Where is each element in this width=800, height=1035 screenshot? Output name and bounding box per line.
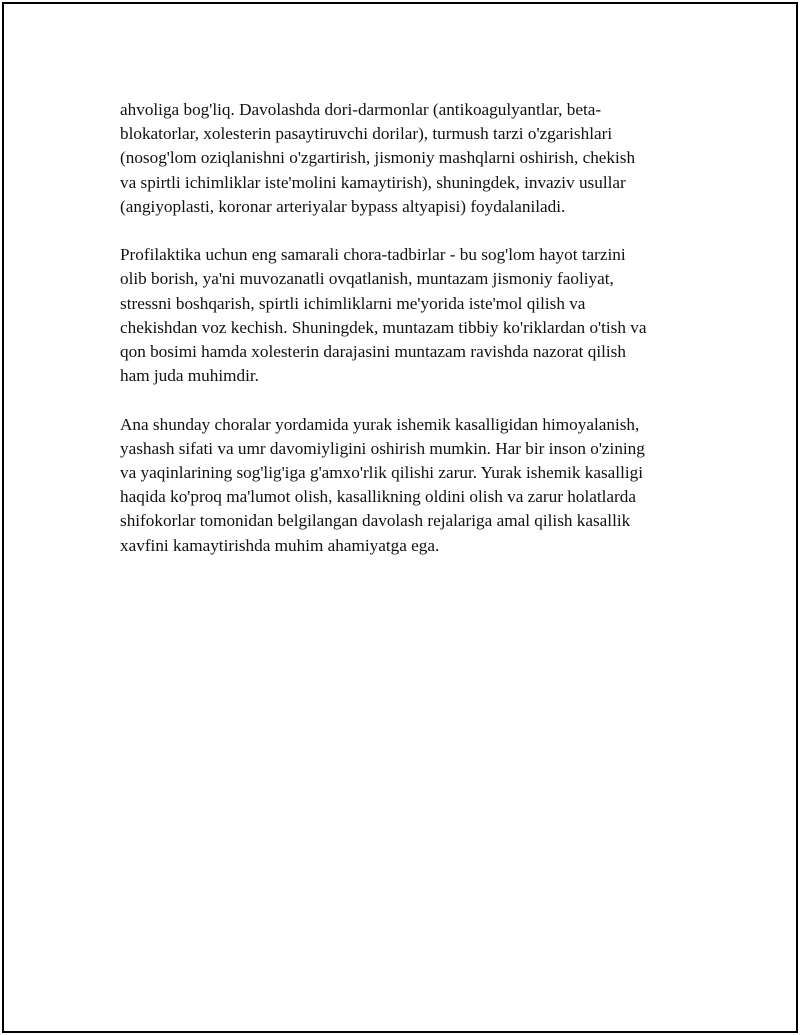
text-line: chekishdan voz kechish. Shuningdek, muntazam tibbiy ko'riklardan o'tish va bbox=[120, 317, 647, 337]
text-line: stressni boshqarish, spirtli ichimliklarni me'yorida iste'mol qilish va bbox=[120, 293, 586, 313]
text-line: blokatorlar, xolesterin pasaytiruvchi dorilar), turmush tarzi o'zgarishlari bbox=[120, 124, 613, 144]
text-line: ahvoliga bog'liq. Davolashda dori-darmonlar (antikoagulyantlar, beta- bbox=[120, 100, 602, 119]
text-line: (angiyoplasti, koronar arteriyalar bypass altyapisi) foydalaniladi. bbox=[120, 196, 566, 216]
text-line: Profilaktika uchun eng samarali chora-tadbirlar - bu sog'lom hayot tarzini bbox=[120, 245, 626, 265]
text-line: shifokorlar tomonidan belgilangan davolash rejalariga amal qilish kasallik bbox=[120, 511, 631, 531]
paragraph-prevention bbox=[120, 243, 700, 388]
document-body bbox=[120, 98, 700, 582]
text-line: haqida ko'proq ma'lumot olish, kasallikning oldini olish va zarur holatlarda bbox=[120, 487, 636, 507]
text-line: va spirtli ichimliklar iste'molini kamaytirish), shuningdek, invaziv usullar bbox=[120, 172, 626, 192]
text-line: va yaqinlarining sog'lig'iga g'amxo'rlik qilishi zarur. Yurak ishemik kasalligi bbox=[120, 463, 643, 483]
text-line: (nosog'lom oziqlanishni o'zgartirish, jismoniy mashqlarni oshirish, chekish bbox=[120, 148, 636, 168]
paragraph-conclusion bbox=[120, 413, 700, 558]
text-line: ham juda muhimdir. bbox=[120, 366, 259, 386]
text-line: qon bosimi hamda xolesterin darajasini muntazam ravishda nazorat qilish bbox=[120, 342, 626, 362]
text-line: xavfini kamaytirishda muhim ahamiyatga ega. bbox=[120, 535, 440, 555]
paragraph-treatment bbox=[120, 98, 700, 219]
text-line: Ana shunday choralar yordamida yurak ishemik kasalligidan himoyalanish, bbox=[120, 414, 640, 434]
text-line: olib borish, ya'ni muvozanatli ovqatlanish, muntazam jismoniy faoliyat, bbox=[120, 269, 614, 289]
text-line: yashash sifati va umr davomiyligini oshirish mumkin. Har bir inson o'zining bbox=[120, 438, 645, 458]
document-page bbox=[2, 2, 798, 1033]
